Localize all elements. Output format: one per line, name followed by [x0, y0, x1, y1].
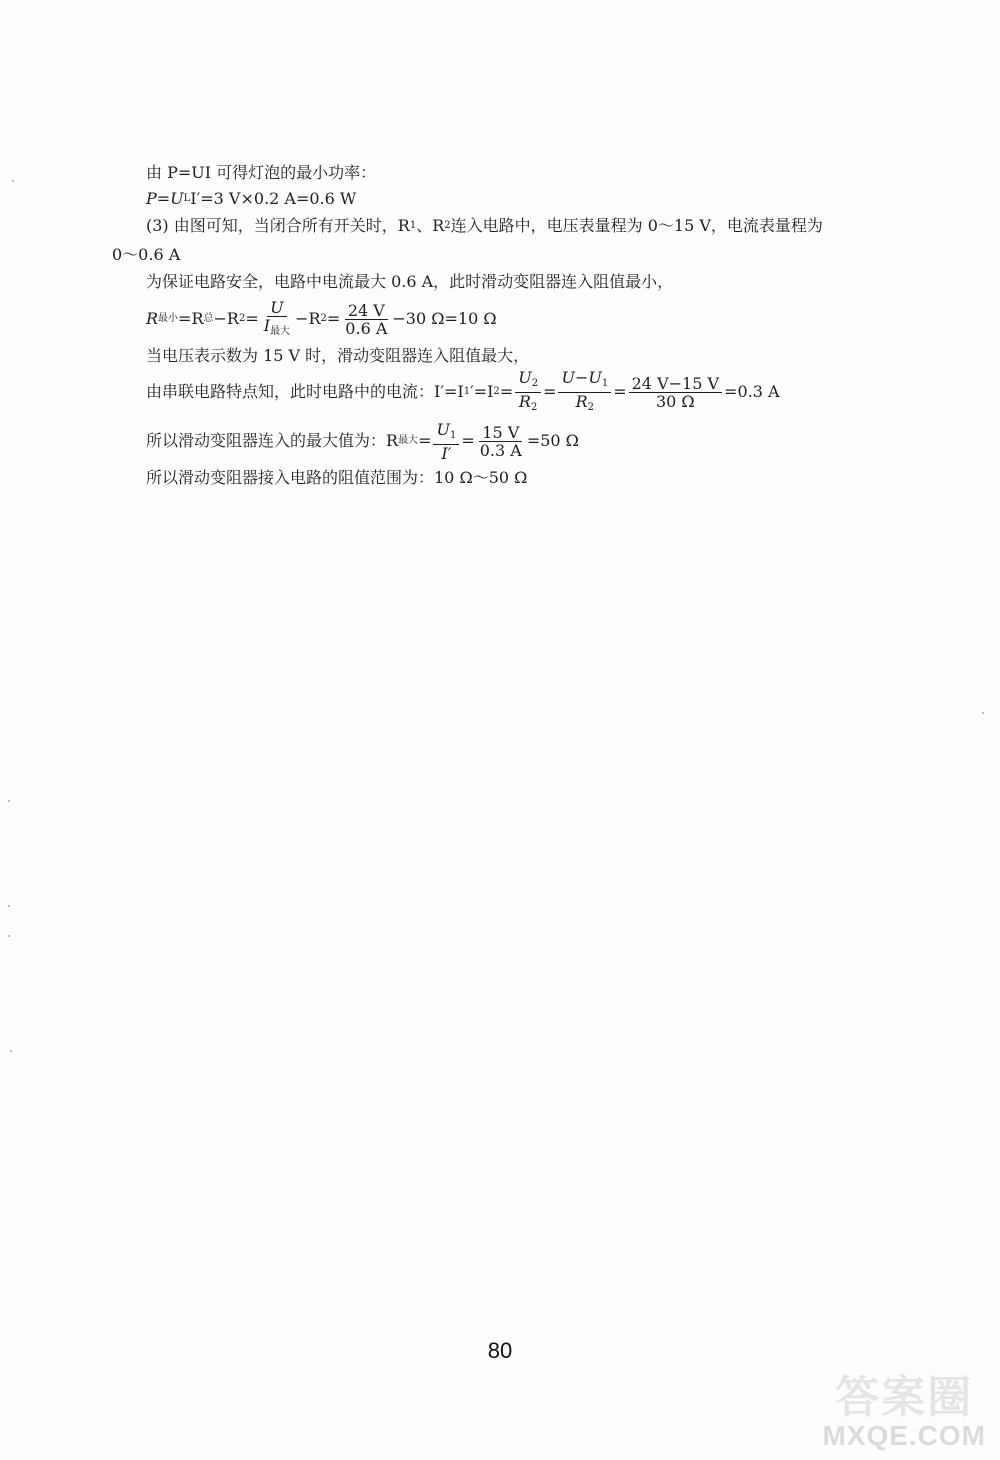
fraction-15v-over-03a: [477, 424, 525, 459]
fraction-numerator-sub: 2: [531, 377, 539, 389]
watermark-top-text: 答案圈: [835, 1373, 974, 1422]
line-5-text: 为保证电路安全，电路中电流最大 0.6 A，此时滑动变阻器连入阻值最小，: [146, 272, 674, 291]
fraction-denominator-sub: 2: [530, 401, 538, 413]
line-4-text: 0～0.6 A: [112, 245, 181, 264]
line-3-rest: 连入电路中，电压表量程为 0～15 V，电流表量程为: [450, 216, 823, 235]
eq-sub: 2: [493, 386, 500, 397]
fraction-numerator: U: [436, 419, 450, 439]
watermark-logo: [822, 1374, 986, 1450]
eq-sub: 1: [463, 386, 471, 397]
fraction-u1-over-i: [433, 421, 459, 462]
line-10-text: 所以滑动变阻器接入电路的阻值范围为：10 Ω～50 Ω: [146, 468, 528, 487]
eq-result: =0.3 A: [724, 382, 780, 401]
fraction-numerator: 15 V: [479, 424, 522, 442]
equation-r-max: [146, 421, 579, 461]
fraction-denominator: I′: [441, 443, 452, 463]
eq-sub: 最大: [398, 435, 419, 446]
fraction-denominator-sub: 2: [587, 401, 595, 413]
text-line-10: [146, 468, 527, 488]
text-line-2: [146, 189, 356, 209]
eq-part: −R: [213, 309, 239, 328]
eq-sub: 2: [320, 313, 327, 324]
eq-part: =R: [178, 309, 204, 328]
fraction-voltage-over-resistance: [629, 375, 722, 410]
eq-sub: 2: [238, 313, 246, 324]
fraction-24v-over-06a: [342, 302, 390, 337]
text-line-4: [112, 245, 180, 265]
eq-r-min-sub: 最小: [158, 313, 179, 324]
fraction-numerator: 24 V: [345, 302, 388, 320]
line-3-text: (3) 由图可知，当闭合所有开关时，R: [146, 216, 410, 235]
eq-r-total-sub: 总: [203, 313, 214, 324]
eq-prefix: 由串联电路特点知，此时电路中的电流：I′=I: [146, 382, 464, 401]
line-1-text: 由 P=UI 可得灯泡的最小功率：: [146, 163, 377, 182]
eq-part: =: [326, 309, 341, 328]
scan-speck: [12, 180, 14, 182]
eq-prefix: 所以滑动变阻器连入的最大值为：R: [146, 431, 399, 450]
eq-result: =50 Ω: [526, 431, 579, 450]
fraction-numerator: 24 V−15 V: [629, 375, 722, 393]
fraction-numerator-sub: 1: [449, 429, 457, 441]
eq-part: −R: [295, 309, 321, 328]
text-line-1: [146, 163, 376, 183]
fraction-denominator-sub: 最大: [270, 325, 291, 337]
page-number: 80: [487, 1338, 513, 1363]
eq-result: −30 Ω=10 Ω: [392, 309, 497, 328]
text-line-7: [146, 346, 529, 366]
scan-speck: [8, 800, 10, 802]
eq-part: =: [461, 431, 475, 450]
line-3-sub-1: 1: [409, 220, 417, 231]
eq-part: =: [613, 382, 627, 401]
fraction-denominator: R: [575, 391, 588, 411]
scan-speck: [8, 935, 10, 937]
scan-speck: [982, 712, 984, 714]
eq-part: =: [543, 382, 557, 401]
fraction-numerator: U: [267, 299, 286, 317]
fraction-denominator: 0.3 A: [479, 440, 522, 460]
fraction-denominator: R: [518, 391, 531, 411]
line-2-sub: L: [183, 193, 191, 204]
equation-current: [146, 367, 780, 413]
line-3-sub-2: 2: [444, 220, 451, 231]
equation-r-min: [146, 299, 497, 339]
fraction-u-minus-u1-over-r2: [558, 369, 611, 416]
fraction-denominator: 0.6 A: [345, 318, 388, 338]
text-line-3: [146, 216, 823, 236]
eq-part: =: [245, 309, 259, 328]
eq-r-min: R: [146, 309, 159, 328]
text-line-5: [146, 272, 673, 292]
watermark-bottom-text: MXQE.COM: [822, 1420, 986, 1451]
fraction-numerator-sub: 1: [601, 377, 609, 389]
scan-speck: [8, 905, 10, 907]
line-2-lhs: P=U: [146, 189, 184, 208]
fraction-numerator: U−U: [561, 367, 602, 387]
fraction-u-over-imax: [261, 299, 293, 340]
fraction-denominator: I: [263, 315, 271, 335]
fraction-u2-over-r2: [515, 369, 541, 416]
line-3-mid: 、R: [416, 216, 445, 235]
line-7-text: 当电压表示数为 15 V 时，滑动变阻器连入阻值最大，: [146, 346, 530, 365]
eq-part: ′=I: [470, 382, 494, 401]
eq-part: =: [418, 431, 432, 450]
fraction-denominator: 30 Ω: [655, 391, 695, 411]
scan-speck: [10, 1050, 12, 1052]
eq-part: =: [499, 382, 514, 401]
fraction-numerator: U: [518, 367, 532, 387]
line-2-rest: I′=3 V×0.2 A=0.6 W: [190, 189, 357, 208]
